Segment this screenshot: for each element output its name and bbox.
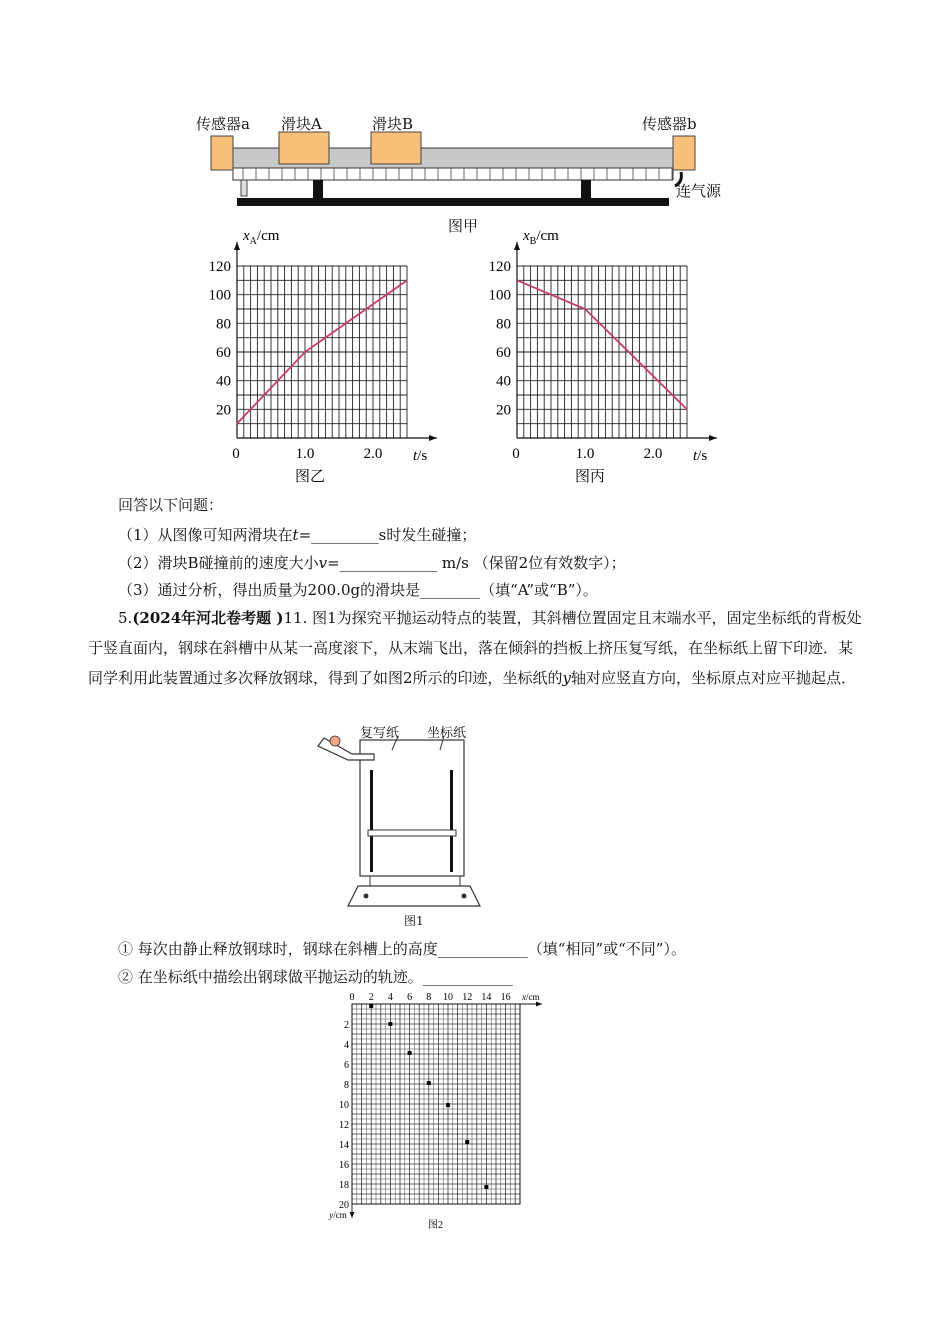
x-tick-label: 1.0 bbox=[295, 446, 315, 462]
y-tick-label: 18 bbox=[339, 1180, 349, 1191]
projectile-apparatus-diagram bbox=[318, 728, 498, 928]
x-tick-label: 2 bbox=[368, 992, 374, 1003]
x-tick-label: 10 bbox=[443, 992, 453, 1003]
coord-paper-label: 坐标纸 bbox=[427, 726, 467, 741]
slider-a-block bbox=[279, 132, 329, 164]
y-tick-label: 80 bbox=[496, 316, 511, 333]
chart-xa-t bbox=[195, 228, 445, 494]
y-tick-label: 120 bbox=[208, 259, 231, 275]
air-source-label: 连气源 bbox=[676, 182, 722, 200]
y-tick-label: 100 bbox=[208, 287, 231, 304]
y-tick-label: 20 bbox=[339, 1200, 349, 1211]
question-2: （2）滑块B碰撞前的速度大小v=_____________ m/s （保留2位有效数字）； bbox=[118, 554, 626, 572]
y-tick-label: 8 bbox=[344, 1080, 349, 1091]
y-tick-label: 2 bbox=[344, 1020, 349, 1031]
x-axis-label: t/s bbox=[413, 448, 428, 464]
y-tick-label: 80 bbox=[216, 316, 231, 333]
chart-xb-t bbox=[475, 228, 725, 494]
data-point bbox=[369, 1004, 373, 1008]
subquestion-2: ② 在坐标纸中描绘出钢球做平抛运动的轨迹。____________ bbox=[118, 968, 513, 986]
x-tick-label: 6 bbox=[407, 992, 413, 1003]
y-tick-label: 4 bbox=[344, 1040, 349, 1051]
y-tick-label: 60 bbox=[216, 345, 231, 361]
y-tick-label: 12 bbox=[339, 1120, 349, 1131]
y-axis-label: y/cm bbox=[329, 1210, 347, 1220]
data-point bbox=[484, 1185, 488, 1189]
chart-caption: 图乙 bbox=[295, 469, 326, 485]
steel-ball bbox=[330, 736, 340, 746]
y-tick-label: 40 bbox=[216, 373, 231, 390]
sensor-a-label: 传感器a bbox=[196, 115, 250, 133]
sensor-b-label: 传感器b bbox=[642, 115, 697, 133]
data-point bbox=[427, 1081, 431, 1085]
data-point bbox=[388, 1022, 392, 1026]
sensor-a-block bbox=[211, 136, 233, 170]
y-axis-label: $x_A/cm$ bbox=[243, 228, 280, 247]
chart-trajectory bbox=[330, 990, 560, 1230]
figure-caption-1: 图1 bbox=[404, 914, 424, 928]
x-tick-label: 0 bbox=[232, 446, 240, 462]
y-tick-label: 60 bbox=[496, 345, 511, 361]
problem-5-text: 5.(2024年河北卷考题 )11. 图1为探究平抛运动特点的装置，其斜槽位置固定且末端水平，固定坐标纸的背板处于竖直面内，钢球在斜槽中从某一高度滚下，从末端飞出，落在倾斜的挡板上挤压复写纸，在坐标纸上留下印迹．某同学利用此装置通过多次释放钢球，得到了如图2所示的印迹，坐标纸的y轴对应竖直方向，坐标原点对应平抛起点． bbox=[88, 609, 862, 687]
x-tick-label: 4 bbox=[387, 992, 393, 1003]
x-tick-label: 2.0 bbox=[643, 446, 663, 462]
carbon-paper-label: 复写纸 bbox=[360, 726, 400, 741]
y-tick-label: 6 bbox=[344, 1060, 349, 1071]
question-1: （1）从图像可知两滑块在t=_________s时发生碰撞； bbox=[118, 526, 477, 544]
questions-intro: 回答以下问题： bbox=[118, 496, 224, 514]
y-tick-label: 14 bbox=[339, 1140, 349, 1151]
x-tick-label: 0 bbox=[512, 446, 520, 462]
x-axis-label: x/cm bbox=[522, 992, 540, 1002]
slider-a-label: 滑块A bbox=[281, 115, 322, 133]
x-tick-label: 0 bbox=[349, 992, 355, 1003]
x-tick-label: 8 bbox=[426, 992, 432, 1003]
x-tick-label: 2.0 bbox=[363, 446, 383, 462]
y-tick-label: 20 bbox=[216, 402, 231, 419]
chart-caption: 图2 bbox=[428, 1220, 443, 1231]
y-tick-label: 100 bbox=[488, 287, 511, 304]
slider-b-label: 滑块B bbox=[372, 115, 414, 133]
x-axis-label: t/s bbox=[693, 448, 708, 464]
x-tick-label: 1.0 bbox=[575, 446, 595, 462]
x-tick-label: 12 bbox=[462, 992, 473, 1003]
subquestion-1: ① 每次由静止释放钢球时，钢球在斜槽上的高度____________（填“相同”或“不同”）。 bbox=[118, 940, 686, 958]
y-tick-label: 16 bbox=[339, 1160, 349, 1171]
data-point bbox=[465, 1140, 469, 1144]
y-axis-label: $x_B/cm$ bbox=[523, 228, 559, 247]
x-tick-label: 14 bbox=[481, 992, 492, 1003]
data-point bbox=[446, 1103, 450, 1107]
sensor-b-block bbox=[673, 136, 695, 170]
chart-caption: 图丙 bbox=[575, 469, 606, 485]
data-point bbox=[408, 1051, 412, 1055]
figure-caption-jia: 图甲 bbox=[448, 217, 479, 235]
x-tick-label: 16 bbox=[500, 992, 511, 1003]
y-tick-label: 120 bbox=[488, 259, 511, 275]
y-tick-label: 10 bbox=[339, 1100, 349, 1111]
slider-b-block bbox=[371, 132, 421, 164]
series-line bbox=[517, 280, 687, 409]
y-tick-label: 40 bbox=[496, 373, 511, 390]
y-tick-label: 20 bbox=[496, 402, 511, 419]
question-3: （3）通过分析，得出质量为200.0g的滑块是________（填“A”或“B”）。 bbox=[118, 581, 598, 599]
